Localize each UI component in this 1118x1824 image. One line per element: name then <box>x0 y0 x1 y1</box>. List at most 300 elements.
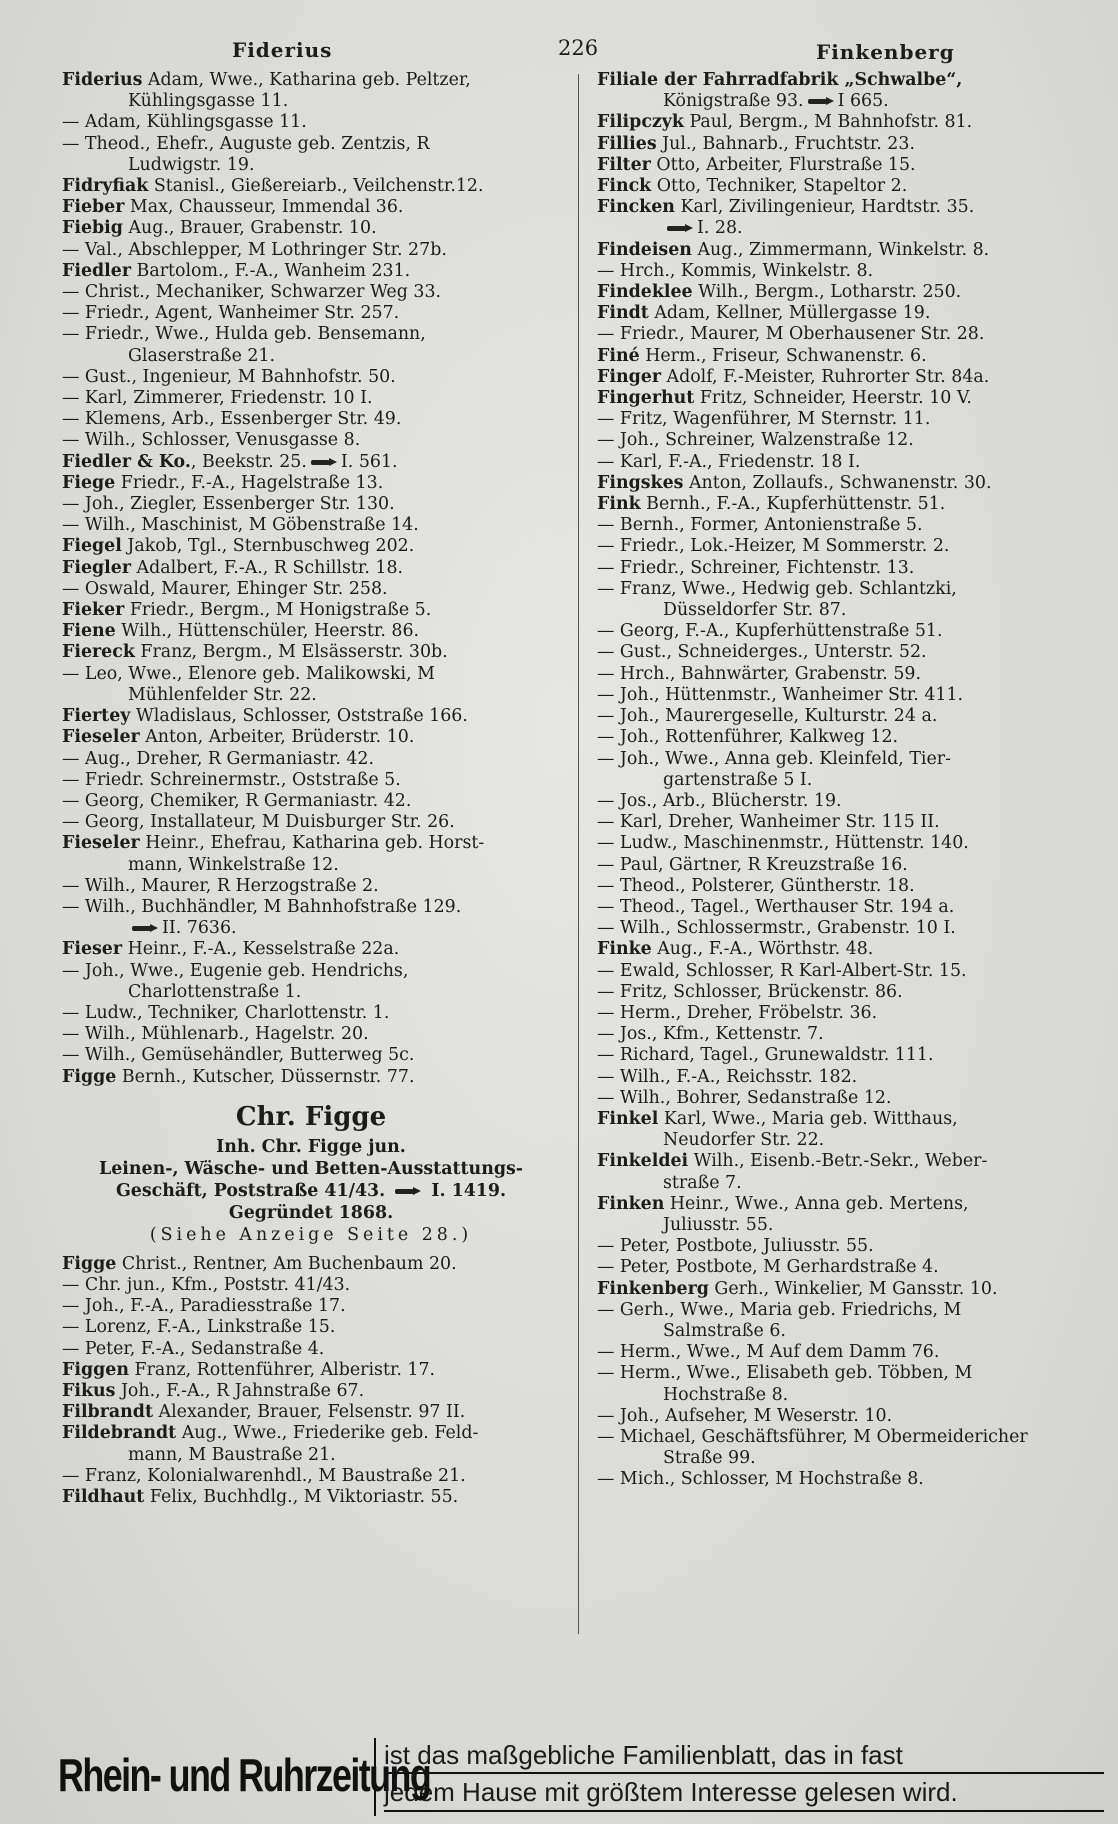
entry-surname: Fiegler <box>62 557 132 578</box>
entry-surname: Fiedler <box>62 260 132 281</box>
entry-continuation-text: Kühlingsgasse 11. <box>128 91 289 112</box>
slogan-line-2: jedem Hause mit größtem Interesse gelesen wird. <box>384 1774 1104 1812</box>
entry-surname: Findt <box>597 303 649 324</box>
entry-surname: Fieseler <box>62 727 140 748</box>
entry-details: — Mich., Schlosser, M Hochstraße 8. <box>597 1469 924 1490</box>
entry-details: — Georg, F.-A., Kupferhüttenstraße 51. <box>597 621 943 642</box>
slogan-line-1: ist das maßgebliche Familienblatt, das in fast <box>384 1738 1104 1774</box>
entry-details: — Joh., Wwe., Anna geb. Kleinfeld, Tier- <box>597 748 951 769</box>
entry-continuation-text: Glaserstraße 21. <box>128 345 276 366</box>
ad-reference: (Siehe Anzeige Seite 28.) <box>149 1224 473 1245</box>
directory-entry <box>62 600 560 621</box>
entry-surname: Fingerhut <box>597 388 695 409</box>
directory-entry <box>597 494 1103 515</box>
directory-entry <box>62 1003 560 1024</box>
directory-entry <box>62 303 560 324</box>
directory-entry <box>62 1045 560 1066</box>
directory-entry <box>62 515 560 536</box>
ad-line1: Leinen-, Wäsche- und Betten-Ausstattungs- <box>98 1158 524 1179</box>
entry-details: — Adam, Kühlingsgasse 11. <box>62 112 307 133</box>
directory-entry <box>597 1300 1103 1342</box>
entry-surname: Fillies <box>597 133 657 154</box>
directory-entry <box>597 197 1103 239</box>
directory-entry <box>597 982 1103 1003</box>
entry-surname: Filipczyk <box>597 112 684 133</box>
entry-continuation <box>597 1385 1103 1406</box>
directory-entry <box>597 1003 1103 1024</box>
entry-continuation <box>62 918 560 939</box>
directory-entry <box>597 1194 1103 1236</box>
entry-details: — Oswald, Maurer, Ehinger Str. 258. <box>62 578 388 599</box>
directory-entry <box>62 324 560 366</box>
entry-continuation-text: mann, Winkelstraße 12. <box>128 854 339 875</box>
directory-entry <box>62 664 560 706</box>
entry-details: Adam, Wwe., Katharina geb. Peltzer, <box>142 70 471 90</box>
newspaper-slogan <box>374 1738 1104 1816</box>
directory-entry <box>62 791 560 812</box>
entry-details: — Franz, Kolonialwarenhdl., M Baustraße 21. <box>62 1465 466 1486</box>
entry-details: — Karl, Dreher, Wanheimer Str. 115 II. <box>597 812 940 833</box>
entry-continuation-text: Mühlenfelder Str. 22. <box>128 684 317 705</box>
entry-details: — Hrch., Kommis, Winkelstr. 8. <box>597 260 874 281</box>
entry-details: — Georg, Installateur, M Duisburger Str. 26. <box>62 812 455 833</box>
entry-continuation <box>62 155 560 176</box>
entry-continuation-text: mann, M Baustraße 21. <box>128 1444 336 1465</box>
entry-surname: Filter <box>597 154 651 175</box>
entry-details: — Wilh., Schlosser, Venusgasse 8. <box>62 430 361 451</box>
directory-entry <box>62 261 560 282</box>
right-column <box>579 70 1103 1652</box>
directory-entry <box>62 1423 560 1465</box>
directory-entry <box>62 1254 560 1275</box>
entry-details: — Friedr., Schreiner, Fichtenstr. 13. <box>597 557 915 578</box>
entry-continuation <box>62 346 560 367</box>
entry-surname: Filbrandt <box>62 1402 153 1423</box>
directory-entry <box>597 706 1103 727</box>
directory-entry <box>597 261 1103 282</box>
entry-surname: Finck <box>597 176 652 197</box>
directory-entry <box>62 727 560 748</box>
entry-surname: Finkel <box>597 1108 659 1129</box>
directory-entry <box>62 1067 560 1088</box>
directory-entry <box>62 1275 560 1296</box>
directory-entry <box>597 897 1103 918</box>
entry-details: Adam, Kellner, Müllergasse 19. <box>648 303 931 324</box>
directory-entry <box>597 1045 1103 1066</box>
left-column <box>62 70 578 1652</box>
directory-entry <box>62 1296 560 1317</box>
entry-details: — Joh., F.-A., Paradiesstraße 17. <box>62 1296 346 1317</box>
entry-continuation-text: gartenstraße 5 I. <box>663 769 813 790</box>
directory-entry <box>597 324 1103 345</box>
entry-details: Adalbert, F.-A., R Schillstr. 18. <box>131 557 404 578</box>
directory-entry <box>597 346 1103 367</box>
entry-details: — Ewald, Schlosser, R Karl-Albert-Str. 15. <box>597 960 967 981</box>
entry-details: Heinr., F.-A., Kesselstraße 22a. <box>122 939 400 960</box>
entry-continuation-text: Düsseldorfer Str. 87. <box>663 600 847 621</box>
entry-phone: I. 28. <box>697 218 743 239</box>
directory-entry <box>62 218 560 239</box>
entry-details: Stanisl., Gießereiarb., Veilchenstr.12. <box>148 176 484 197</box>
columns <box>62 70 1104 1652</box>
entry-details: — Wilh., F.-A., Reichsstr. 182. <box>597 1066 858 1087</box>
entry-details: Aug., F.-A., Wörthstr. 48. <box>651 939 874 960</box>
entry-continuation-text: Straße 99. <box>663 1448 756 1469</box>
directory-entry <box>597 536 1103 557</box>
directory-entry <box>62 1317 560 1338</box>
entry-details: — Theod., Polsterer, Güntherstr. 18. <box>597 875 915 896</box>
entry-continuation <box>62 982 560 1003</box>
directory-entry <box>597 1109 1103 1151</box>
entry-details: Anton, Arbeiter, Brüderstr. 10. <box>139 727 415 748</box>
entry-continuation <box>597 1215 1103 1236</box>
entry-details: — Herm., Wwe., Elisabeth geb. Többen, M <box>597 1363 973 1384</box>
directory-entry <box>597 1236 1103 1257</box>
directory-entry <box>597 918 1103 939</box>
directory-entry <box>62 70 560 112</box>
entry-details: — Fritz, Schlosser, Brückenstr. 86. <box>597 981 903 1002</box>
entry-surname: Fingskes <box>597 472 684 493</box>
ad-founded: Gegründet 1868. <box>228 1202 394 1223</box>
entry-details: Bartolom., F.-A., Wanheim 231. <box>131 260 411 281</box>
entry-details: — Joh., Rottenführer, Kalkweg 12. <box>597 727 899 748</box>
entry-surname: Fidryfiak <box>62 176 149 197</box>
entry-surname: Finé <box>597 345 640 366</box>
entry-surname: Findeisen <box>597 239 692 260</box>
directory-entry <box>597 1088 1103 1109</box>
entry-details: Paul, Bergm., M Bahnhofstr. 81. <box>683 112 973 133</box>
entry-details: — Wilh., Bohrer, Sedanstraße 12. <box>597 1087 892 1108</box>
directory-entry <box>597 1151 1103 1193</box>
entry-details: , Beekstr. 25. <box>190 451 307 472</box>
directory-entry <box>597 727 1103 748</box>
entry-details: — Joh., Schreiner, Walzenstraße 12. <box>597 430 914 451</box>
entry-details: — Karl, Zimmerer, Friedenstr. 10 I. <box>62 388 373 409</box>
entry-details: Gerh., Winkelier, M Gansstr. 10. <box>708 1278 998 1299</box>
directory-entry <box>62 134 560 176</box>
directory-entry <box>597 70 1103 112</box>
directory-entry <box>62 897 560 939</box>
entry-details: — Peter, Postbote, M Gerhardstraße 4. <box>597 1257 939 1278</box>
directory-entry <box>597 303 1103 324</box>
directory-entry <box>597 134 1103 155</box>
directory-entry <box>62 579 560 600</box>
entry-surname: Fildebrandt <box>62 1423 177 1444</box>
directory-entry <box>597 388 1103 409</box>
entry-details: — Hrch., Bahnwärter, Grabenstr. 59. <box>597 663 922 684</box>
directory-entry <box>597 961 1103 982</box>
telephone-icon <box>808 97 834 106</box>
entry-continuation-text: Hochstraße 8. <box>663 1384 789 1405</box>
entry-details: — Wilh., Maurer, R Herzogstraße 2. <box>62 875 379 896</box>
entry-details: — Bernh., Former, Antonienstraße 5. <box>597 515 923 536</box>
directory-entry <box>597 664 1103 685</box>
directory-entry <box>597 579 1103 621</box>
directory-entry <box>62 112 560 133</box>
entry-details: — Wilh., Schlossermstr., Grabenstr. 10 I. <box>597 918 956 939</box>
entry-details: — Peter, F.-A., Sedanstraße 4. <box>62 1338 325 1359</box>
directory-entry <box>597 240 1103 261</box>
directory-entry <box>62 409 560 430</box>
entry-details: — Aug., Dreher, R Germaniastr. 42. <box>62 748 375 769</box>
entry-details: — Joh., Wwe., Eugenie geb. Hendrichs, <box>62 960 409 981</box>
directory-entry <box>597 876 1103 897</box>
entry-details: — Theod., Tagel., Werthauser Str. 194 a. <box>597 896 955 917</box>
directory-entry <box>597 430 1103 451</box>
directory-entry <box>597 473 1103 494</box>
telephone-icon <box>667 224 693 233</box>
entry-details: — Gust., Ingenieur, M Bahnhofstr. 50. <box>62 366 396 387</box>
entry-continuation <box>62 1445 560 1466</box>
entry-details: Aug., Brauer, Grabenstr. 10. <box>122 218 377 239</box>
directory-entry <box>62 621 560 642</box>
ad-title: Chr. Figge <box>235 1101 387 1132</box>
entry-details: — Paul, Gärtner, R Kreuzstraße 16. <box>597 854 908 875</box>
entry-details: — Jos., Kfm., Kettenstr. 7. <box>597 1024 824 1045</box>
entry-surname: Fieker <box>62 600 125 621</box>
entry-details: Aug., Zimmermann, Winkelstr. 8. <box>691 239 990 260</box>
directory-entry <box>597 409 1103 430</box>
newspaper-advertisement-banner <box>58 1738 1104 1816</box>
entry-details: Jul., Bahnarb., Fruchtstr. 23. <box>656 133 915 154</box>
directory-entry <box>62 1402 560 1423</box>
entry-details: — Klemens, Arb., Essenberger Str. 49. <box>62 409 402 430</box>
entry-surname: Figgen <box>62 1359 129 1380</box>
telephone-icon <box>311 458 337 467</box>
directory-entry <box>597 1469 1103 1490</box>
directory-entry <box>62 1339 560 1360</box>
directory-entry <box>62 770 560 791</box>
entry-phone: I 665. <box>837 91 889 112</box>
directory-entry <box>597 1363 1103 1405</box>
directory-entry <box>62 536 560 557</box>
entry-continuation <box>597 600 1103 621</box>
right-entries <box>597 70 1103 1491</box>
entry-details: — Gerh., Wwe., Maria geb. Friedrichs, M <box>597 1299 962 1320</box>
entry-details: — Peter, Postbote, Juliusstr. 55. <box>597 1236 874 1257</box>
directory-entry <box>62 240 560 261</box>
directory-entry <box>597 367 1103 388</box>
entry-details: Wilh., Hüttenschüler, Heerstr. 86. <box>115 621 420 642</box>
entry-details: Aug., Wwe., Friederike geb. Feld- <box>176 1423 479 1444</box>
directory-entry <box>597 155 1103 176</box>
entry-details: — Karl, F.-A., Friedenstr. 18 I. <box>597 451 861 472</box>
entry-details: — Wilh., Maschinist, M Göbenstraße 14. <box>62 515 419 536</box>
entry-continuation-text: Ludwigstr. 19. <box>128 154 255 175</box>
directory-entry <box>62 1360 560 1381</box>
left-entries <box>62 70 560 1088</box>
entry-details: — Wilh., Buchhändler, M Bahnhofstraße 129. <box>62 896 462 917</box>
entry-continuation <box>597 770 1103 791</box>
directory-entry <box>597 515 1103 536</box>
entry-details: Joh., F.-A., R Jahnstraße 67. <box>115 1380 365 1401</box>
entry-details: Wladislaus, Schlosser, Oststraße 166. <box>130 706 468 727</box>
directory-entry <box>62 558 560 579</box>
entry-details: Herm., Friseur, Schwanenstr. 6. <box>639 345 927 366</box>
entry-details: Karl, Wwe., Maria geb. Witthaus, <box>658 1108 958 1129</box>
entry-surname: Finger <box>597 366 661 387</box>
entry-continuation-text: Juliusstr. 55. <box>663 1214 774 1235</box>
entry-surname: Fiebig <box>62 218 123 239</box>
directory-entry <box>597 642 1103 663</box>
entry-details: Jakob, Tgl., Sternbuschweg 202. <box>121 536 415 557</box>
directory-entry <box>62 812 560 833</box>
directory-entry <box>62 939 560 960</box>
figge-advertisement <box>62 1100 560 1246</box>
entry-surname: Fincken <box>597 197 675 218</box>
entry-details: Anton, Zollaufs., Schwanenstr. 30. <box>683 472 992 493</box>
entry-continuation-text: Königstraße 93. <box>663 91 804 112</box>
entry-details: — Ludw., Maschinenmstr., Hüttenstr. 140. <box>597 833 969 854</box>
entry-details: — Joh., Hüttenmstr., Wanheimer Str. 411. <box>597 684 964 705</box>
entry-details: — Chr. jun., Kfm., Poststr. 41/43. <box>62 1274 351 1295</box>
directory-entry <box>62 367 560 388</box>
entry-details: — Christ., Mechaniker, Schwarzer Weg 33. <box>62 282 442 303</box>
entry-details: — Herm., Dreher, Fröbelstr. 36. <box>597 1002 878 1023</box>
entry-surname: Filiale der Fahrradfabrik „Schwalbe“, <box>597 70 963 90</box>
directory-entry <box>597 855 1103 876</box>
directory-entry <box>62 961 560 1003</box>
entry-continuation <box>597 91 1103 112</box>
entry-surname: Findeklee <box>597 282 693 303</box>
left-entries-after-ad <box>62 1254 560 1508</box>
page-number: 226 <box>558 36 599 60</box>
entry-continuation <box>597 1321 1103 1342</box>
entry-surname: Finkeldei <box>597 1151 689 1172</box>
entry-surname: Fieser <box>62 939 123 960</box>
entry-surname: Figge <box>62 1066 117 1087</box>
entry-details: — Lorenz, F.-A., Linkstraße 15. <box>62 1317 336 1338</box>
entry-details: Franz, Bergm., M Elsässerstr. 30b. <box>134 642 448 663</box>
entry-surname: Finkenberg <box>597 1278 709 1299</box>
entry-surname: Fink <box>597 494 641 515</box>
entry-details: — Friedr., Lok.-Heizer, M Sommerstr. 2. <box>597 536 950 557</box>
entry-details: Christ., Rentner, Am Buchenbaum 20. <box>116 1253 457 1274</box>
entry-details: — Richard, Tagel., Grunewaldstr. 111. <box>597 1045 934 1066</box>
entry-surname: Fieber <box>62 197 125 218</box>
entry-continuation-text: straße 7. <box>663 1172 742 1193</box>
page-header <box>62 34 1104 70</box>
entry-details: Max, Chausseur, Immendal 36. <box>124 197 404 218</box>
directory-entry <box>62 430 560 451</box>
directory-entry <box>62 706 560 727</box>
entry-details: Bernh., F.-A., Kupferhüttenstr. 51. <box>640 494 946 515</box>
entry-details: Alexander, Brauer, Felsenstr. 97 II. <box>153 1402 466 1423</box>
entry-details: — Ludw., Techniker, Charlottenstr. 1. <box>62 1002 390 1023</box>
directory-entry <box>597 812 1103 833</box>
entry-details: — Herm., Wwe., M Auf dem Damm 76. <box>597 1342 940 1363</box>
ad-line2 <box>62 1180 560 1202</box>
entry-surname: Fiegel <box>62 536 122 557</box>
entry-continuation-text: Neudorfer Str. 22. <box>663 1130 825 1151</box>
entry-details: — Wilh., Gemüsehändler, Butterweg 5c. <box>62 1045 415 1066</box>
entry-details: Friedr., F.-A., Hagelstraße 13. <box>115 472 384 493</box>
directory-entry <box>597 833 1103 854</box>
ad-owner: Inh. Chr. Figge jun. <box>216 1136 406 1157</box>
entry-surname: Finke <box>597 939 652 960</box>
telephone-icon <box>395 1187 421 1196</box>
directory-entry <box>597 621 1103 642</box>
directory-entry <box>62 1487 560 1508</box>
entry-details: — Friedr., Maurer, M Oberhausener Str. 28. <box>597 324 985 345</box>
directory-entry <box>597 939 1103 960</box>
entry-details: Wilh., Bergm., Lotharstr. 250. <box>692 282 962 303</box>
entry-continuation <box>597 1130 1103 1151</box>
directory-entry <box>62 876 560 897</box>
entry-surname: Figge <box>62 1253 117 1274</box>
entry-details: — Friedr., Agent, Wanheimer Str. 257. <box>62 303 400 324</box>
entry-details: — Joh., Aufseher, M Weserstr. 10. <box>597 1405 893 1426</box>
entry-surname: Fildhaut <box>62 1486 145 1507</box>
entry-details: — Fritz, Wagenführer, M Sternstr. 11. <box>597 409 931 430</box>
directory-entry <box>62 1024 560 1045</box>
directory-entry <box>62 473 560 494</box>
entry-details: Karl, Zivilingenieur, Hardtstr. 35. <box>674 197 975 218</box>
entry-surname: Fiedler & Ko. <box>62 451 191 472</box>
entry-details: — Michael, Geschäftsführer, M Obermeidericher <box>597 1427 1028 1447</box>
entry-details: Otto, Techniker, Stapeltor 2. <box>651 176 908 197</box>
header-first-entry: Fiderius <box>232 38 333 62</box>
directory-entry <box>597 112 1103 133</box>
entry-phone: II. 7636. <box>162 918 237 939</box>
entry-details: Otto, Arbeiter, Flurstraße 15. <box>650 154 916 175</box>
entry-details: — Gust., Schneiderges., Unterstr. 52. <box>597 642 927 663</box>
entry-details: — Theod., Ehefr., Auguste geb. Zentzis, R <box>62 133 430 154</box>
telephone-icon <box>132 924 158 933</box>
entry-details: Fritz, Schneider, Heerstr. 10 V. <box>694 388 972 409</box>
entry-details: — Friedr., Wwe., Hulda geb. Bensemann, <box>62 324 426 345</box>
entry-details: — Jos., Arb., Blücherstr. 19. <box>597 790 842 811</box>
entry-details: Franz, Rottenführer, Alberistr. 17. <box>128 1359 436 1380</box>
directory-entry <box>62 388 560 409</box>
entry-surname: Finken <box>597 1193 665 1214</box>
entry-details: — Friedr. Schreinermstr., Oststraße 5. <box>62 769 401 790</box>
ad-address: Geschäft, Poststraße 41/43. <box>115 1180 386 1201</box>
directory-entry <box>62 1381 560 1402</box>
directory-entry <box>62 749 560 770</box>
entry-phone: I. 561. <box>340 451 398 472</box>
directory-entry <box>62 833 560 875</box>
ad-phone: I. 1419. <box>431 1180 507 1201</box>
directory-entry <box>597 176 1103 197</box>
entry-continuation <box>597 1448 1103 1469</box>
entry-details: — Georg, Chemiker, R Germaniastr. 42. <box>62 790 412 811</box>
entry-surname: Fiereck <box>62 642 135 663</box>
entry-surname: Fieseler <box>62 833 140 854</box>
directory-entry <box>597 1342 1103 1363</box>
entry-continuation-text: Charlottenstraße 1. <box>128 981 302 1002</box>
directory-entry <box>62 282 560 303</box>
entry-details: Friedr., Bergm., M Honigstraße 5. <box>124 600 432 621</box>
entry-details: — Franz, Wwe., Hedwig geb. Schlantzki, <box>597 578 957 599</box>
entry-details: Bernh., Kutscher, Düssernstr. 77. <box>116 1066 415 1087</box>
directory-entry <box>62 452 560 473</box>
header-last-entry: Finkenberg <box>816 40 955 64</box>
directory-entry <box>62 494 560 515</box>
entry-surname: Fiene <box>62 621 116 642</box>
entry-continuation-text: Salmstraße 6. <box>663 1320 786 1341</box>
directory-entry <box>597 1427 1103 1469</box>
entry-details: Felix, Buchhdlg., M Viktoriastr. 55. <box>144 1486 459 1507</box>
directory-entry <box>62 176 560 197</box>
directory-entry <box>597 282 1103 303</box>
directory-entry <box>597 1067 1103 1088</box>
entry-details: Wilh., Eisenb.-Betr.-Sekr., Weber- <box>688 1151 988 1172</box>
entry-details: — Joh., Maurergeselle, Kulturstr. 24 a. <box>597 706 938 727</box>
directory-entry <box>62 197 560 218</box>
entry-details: Adolf, F.-Meister, Ruhrorter Str. 84a. <box>660 366 990 387</box>
entry-continuation <box>597 1173 1103 1194</box>
